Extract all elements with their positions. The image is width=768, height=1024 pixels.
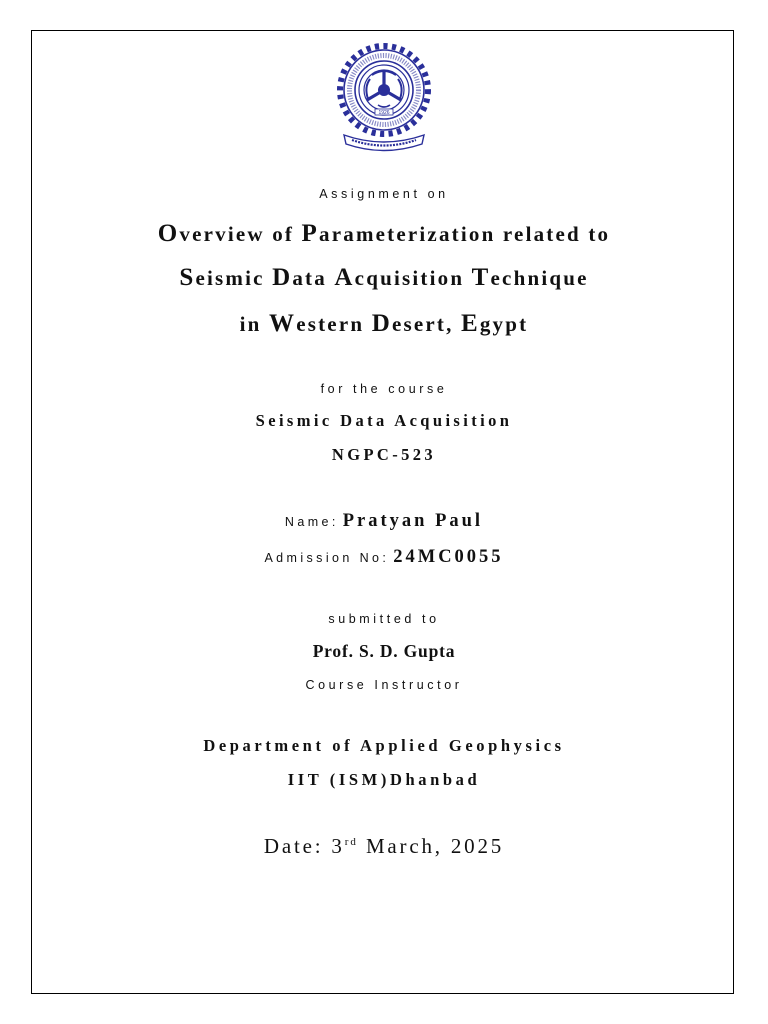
title-line-3: in Western Desert, Egypt [239, 310, 529, 337]
student-name-row [0, 511, 768, 532]
assignment-label: Assignment on [319, 187, 449, 201]
institute-logo [334, 43, 434, 153]
course-name: Seismic Data Acquisition [255, 411, 513, 430]
submitted-to-label: submitted to [328, 612, 440, 626]
course-label: for the course [320, 382, 448, 396]
title-line-1: Overview of Parameterization related to [157, 220, 611, 247]
professor-name: Prof. S. D. Gupta [312, 641, 456, 661]
admission-number: 24MC0055 [393, 547, 504, 567]
admission-label: Admission No: [264, 551, 390, 565]
department-name: Department of Applied Geophysics [203, 736, 565, 755]
course-code: NGPC-523 [331, 445, 437, 464]
admission-row [0, 547, 768, 568]
name-label: Name: [284, 515, 339, 529]
institute-name: IIT (ISM)Dhanbad [287, 770, 481, 789]
title-line-2: Seismic Data Acquisition Technique [179, 264, 589, 291]
submission-date: Date: 3rd March, 2025 [263, 834, 505, 858]
logo-year: 1926 [378, 110, 390, 116]
professor-role: Course Instructor [305, 678, 463, 692]
student-name: Pratyan Paul [342, 511, 484, 531]
